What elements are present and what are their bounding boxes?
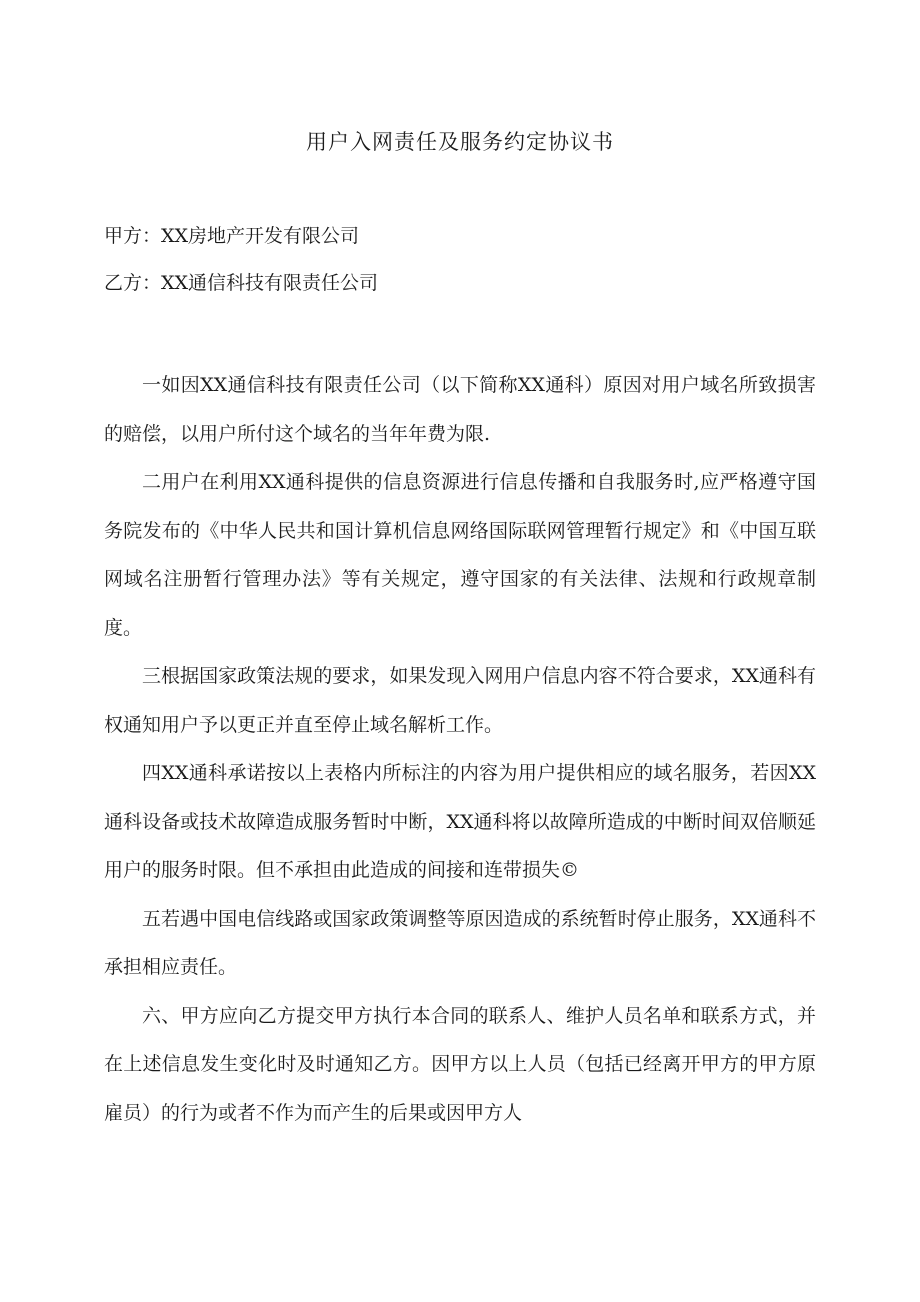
clause-5: 五若遇中国电信线路或国家政策调整等原因造成的系统暂时停止服务，XX通科不承担相应责任。 bbox=[104, 907, 816, 978]
clause-4: 四XX通科承诺按以上表格内所标注的内容为用户提供相应的域名服务，若因XX通科设备或技术故障造成服务暂时中断，XX通科将以故障所造成的中断时间双倍顺延用户的服务时限。但不承担由此造成的间接和连带损失© bbox=[104, 762, 816, 881]
clause-2: 二用户在利用XX通科提供的信息资源进行信息传播和自我服务时,应严格遵守国务院发布的《中华人民共和国计算机信息网络国际联网管理暂行规定》和《中国互联网域名注册暂行管理办法》等有关规定，遵守国家的有关法律、法规和行政规章制度。 bbox=[104, 471, 816, 639]
party-b: 乙方：XX通信科技有限责任公司 bbox=[104, 272, 379, 294]
party-a: 甲方：XX房地产开发有限公司 bbox=[104, 225, 360, 247]
clause-3: 三根据国家政策法规的要求，如果发现入网用户信息内容不符合要求，XX通科有权通知用户予以更正并直至停止域名解析工作。 bbox=[104, 665, 816, 736]
document-title: 用户入网责任及服务约定协议书 bbox=[306, 130, 614, 154]
document-body bbox=[104, 361, 816, 1137]
clause-6: 六、甲方应向乙方提交甲方执行本合同的联系人、维护人员名单和联系方式，并在上述信息发生变化时及时通知乙方。因甲方以上人员（包括已经离开甲方的甲方原雇员）的行为或者不作为而产生的后果或因甲方人 bbox=[104, 1004, 816, 1124]
clause-1: 一如因XX通信科技有限责任公司（以下简称XX通科）原因对用户域名所致损害的赔偿，以用户所付这个域名的当年年费为限. bbox=[104, 374, 816, 445]
